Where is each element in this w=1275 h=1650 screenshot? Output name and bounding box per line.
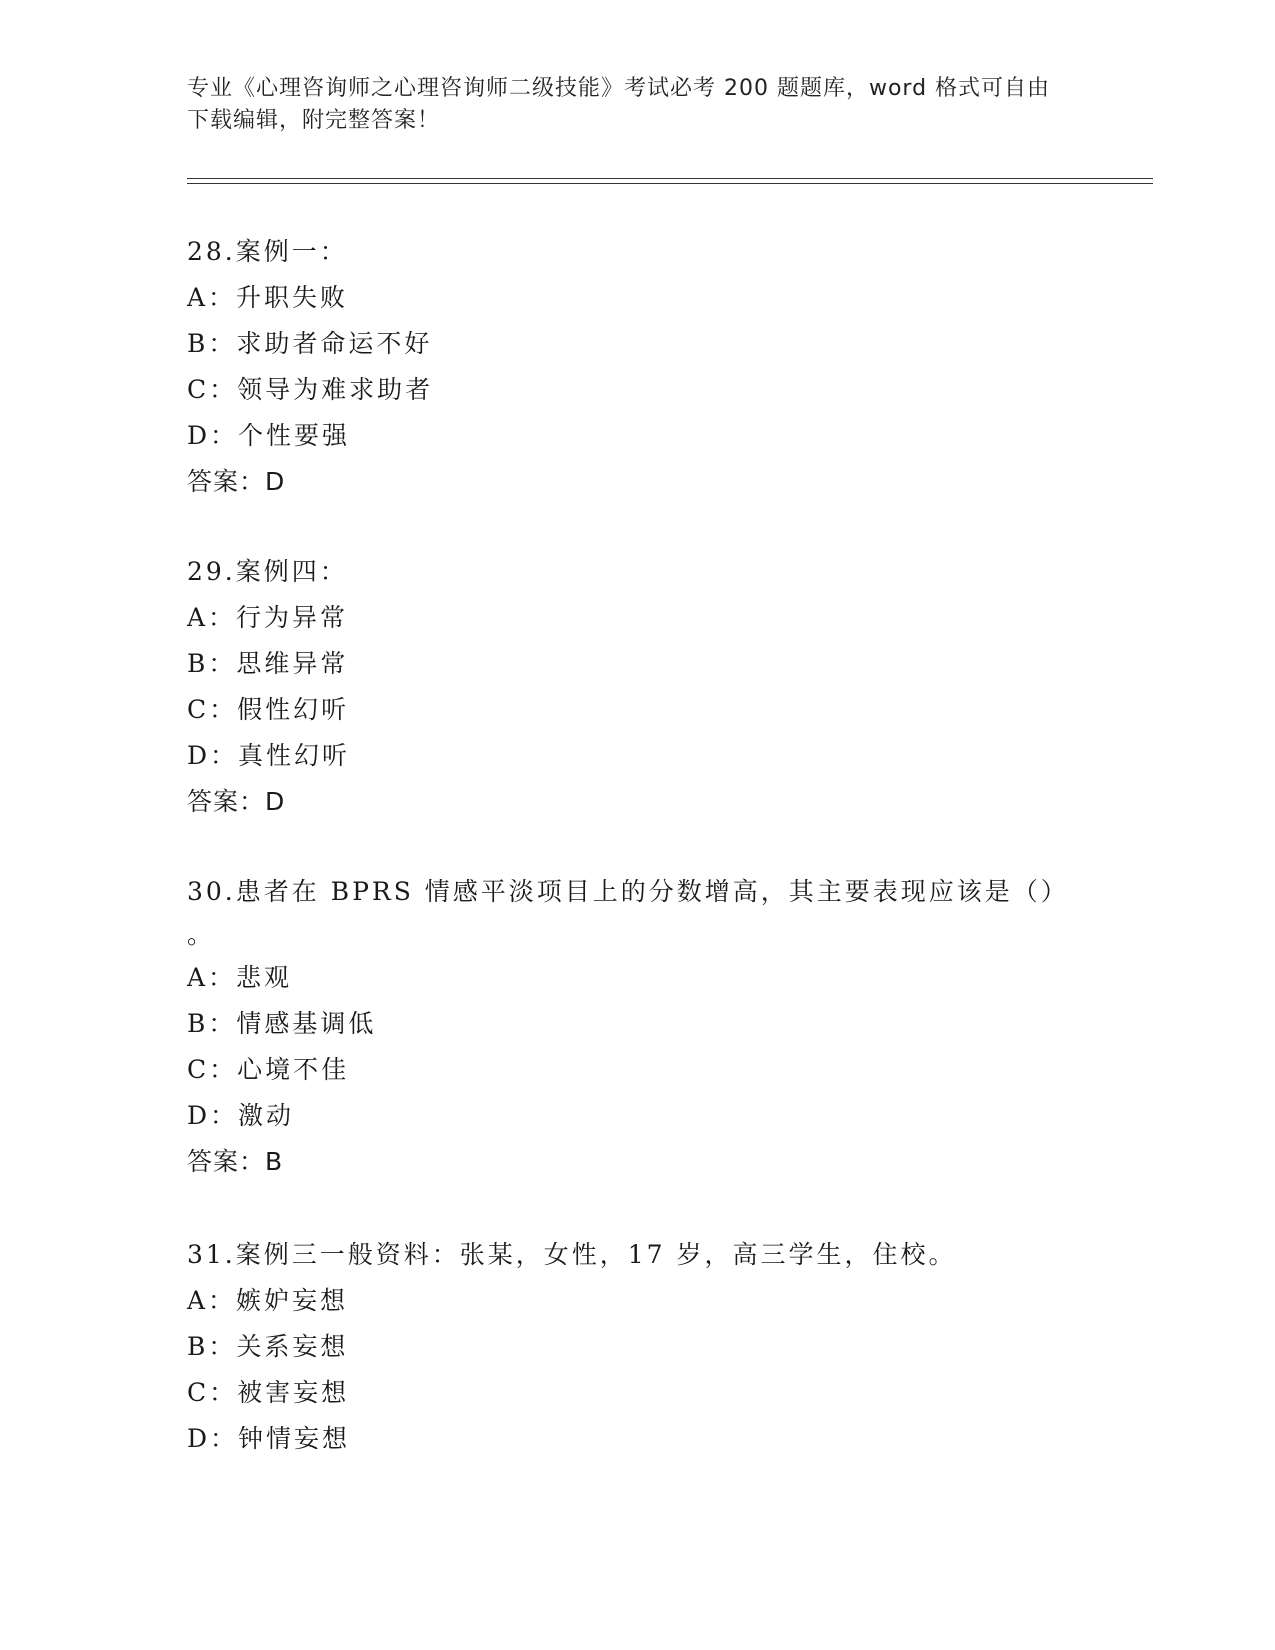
option-d: D：个性要强 — [187, 421, 351, 450]
option-a: A：悲观 — [187, 963, 293, 992]
option-d: D：真性幻听 — [187, 741, 351, 770]
option-a: A：行为异常 — [187, 603, 349, 632]
question-stem-continuation: 。 — [187, 920, 216, 949]
document-header: 专业《心理咨询师之心理咨询师二级技能》考试必考 200 题题库，word 格式可自由下载编辑，附完整答案！ — [187, 76, 1051, 133]
option-d: D：钟情妄想 — [187, 1424, 351, 1453]
option-b: B：求助者命运不好 — [187, 329, 433, 358]
question-30 — [187, 869, 1067, 1185]
question-28 — [187, 229, 1067, 505]
header-divider-bottom — [187, 183, 1153, 184]
option-a: A：升职失败 — [187, 283, 349, 312]
option-c: C：领导为难求助者 — [187, 375, 434, 404]
option-a: A：嫉妒妄想 — [187, 1286, 349, 1315]
question-31 — [187, 1232, 1067, 1462]
option-b: B：关系妄想 — [187, 1332, 349, 1361]
option-b: B：思维异常 — [187, 649, 349, 678]
question-stem: 28.案例一： — [187, 237, 348, 266]
answer-label: 答案：B — [187, 1147, 284, 1176]
option-b: B：情感基调低 — [187, 1009, 377, 1038]
question-stem: 30.患者在 BPRS 情感平淡项目上的分数增高，其主要表现应该是（） — [187, 877, 1069, 906]
option-c: C：被害妄想 — [187, 1378, 350, 1407]
option-c: C：心境不佳 — [187, 1055, 350, 1084]
option-c: C：假性幻听 — [187, 695, 350, 724]
answer-label: 答案：D — [187, 467, 286, 496]
question-29 — [187, 549, 1067, 825]
header-divider-top — [187, 178, 1153, 179]
answer-label: 答案：D — [187, 787, 286, 816]
question-stem: 31.案例三一般资料：张某，女性，17 岁，高三学生，住校。 — [187, 1240, 957, 1269]
question-stem: 29.案例四： — [187, 557, 348, 586]
option-d: D：激动 — [187, 1101, 295, 1130]
